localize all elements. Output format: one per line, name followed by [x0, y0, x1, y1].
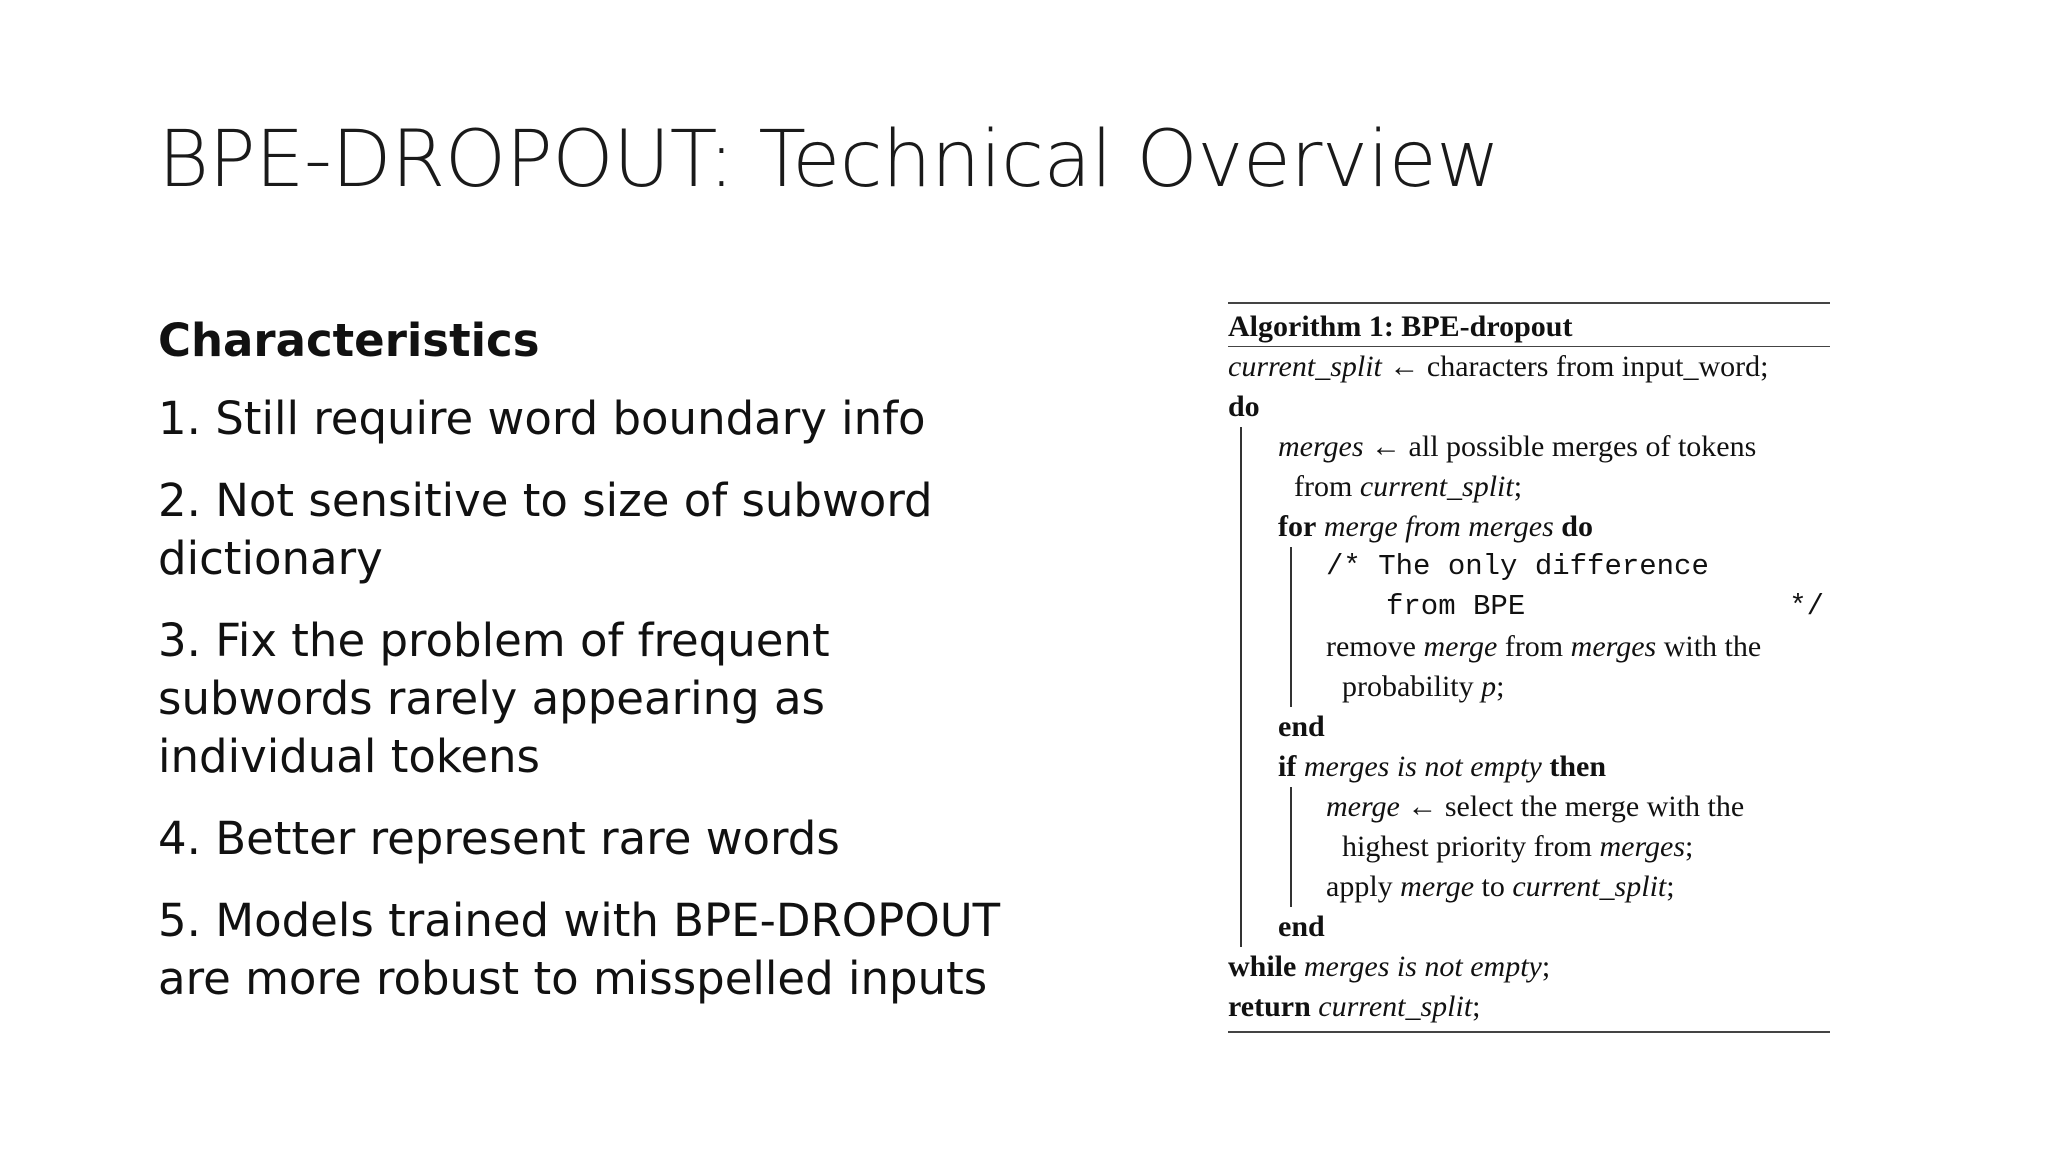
- algo-text: ;: [1496, 670, 1505, 703]
- algo-for-keyword: for: [1278, 510, 1317, 543]
- algo-then-keyword: then: [1549, 750, 1607, 783]
- algo-for-block: [1290, 547, 1830, 707]
- characteristic-item-2: 2. Not sensitive to size of subword dictionary: [158, 474, 933, 585]
- algo-text: ;: [1472, 990, 1481, 1023]
- algo-select-rest: select the merge with the: [1444, 790, 1745, 823]
- characteristic-item-4: 4. Better represent rare words: [158, 812, 840, 865]
- algo-text: to: [1474, 870, 1513, 903]
- algo-comment-line-1: /* The only difference: [1326, 550, 1709, 583]
- algo-if-cond: merges is not empty: [1303, 750, 1542, 783]
- characteristic-item-3: 3. Fix the problem of frequent subwords rarely appearing as individual tokens: [158, 614, 830, 783]
- algo-var-current-split: current_split: [1359, 470, 1514, 503]
- algo-var-merge: merge: [1326, 790, 1400, 823]
- algo-comment-end: */: [1789, 590, 1824, 623]
- algorithm-bottom-rule: [1228, 1031, 1830, 1033]
- algo-while-keyword: while: [1228, 950, 1297, 983]
- algo-comment-text: from BPE: [1386, 590, 1526, 623]
- algo-var-merge: merge: [1423, 630, 1498, 663]
- algo-line-merges: [1278, 427, 1830, 467]
- algo-var-current-split: current_split: [1318, 990, 1473, 1023]
- algo-for-cond: merge from merges: [1323, 510, 1554, 543]
- algo-line-while: [1228, 947, 1830, 987]
- algo-var-merge: merge: [1400, 870, 1475, 903]
- algo-comment-line-2: [1326, 587, 1830, 627]
- algo-line-probability: [1326, 667, 1830, 707]
- algo-var-current-split: current_split: [1228, 350, 1382, 383]
- algo-var-current-split: current_split: [1512, 870, 1667, 903]
- algo-var-merges: merges: [1278, 430, 1364, 463]
- algo-return-keyword: return: [1228, 990, 1311, 1023]
- algo-text: with the: [1656, 630, 1762, 663]
- algo-init-rest: characters from input_word;: [1426, 350, 1769, 383]
- algo-arrow: ←: [1389, 350, 1420, 383]
- algo-text: ;: [1541, 950, 1551, 983]
- algo-end-if: end: [1278, 910, 1325, 943]
- algo-text: ;: [1685, 830, 1694, 863]
- algo-text: from: [1497, 630, 1571, 663]
- algo-line-for: [1278, 507, 1830, 547]
- algo-arrow: ←: [1371, 430, 1402, 463]
- characteristic-item-1: 1. Still require word boundary info: [158, 392, 926, 445]
- algo-text: remove: [1326, 630, 1424, 663]
- algo-var-merges: merges: [1599, 830, 1686, 863]
- characteristic-item-5: 5. Models trained with BPE-DROPOUT are more robust to misspelled inputs: [158, 894, 1001, 1005]
- algo-if-keyword: if: [1278, 750, 1297, 783]
- algo-text: highest priority from: [1342, 830, 1600, 863]
- algo-var-merges: merges: [1570, 630, 1657, 663]
- algo-do-block: [1240, 427, 1830, 947]
- algo-do-keyword: do: [1228, 390, 1260, 423]
- algo-merges-rest: all possible merges of tokens: [1408, 430, 1757, 463]
- algorithm-box: [1228, 302, 1830, 1033]
- algo-line-select: [1326, 787, 1830, 827]
- algo-line-select-cont: [1326, 827, 1830, 867]
- algo-text: from: [1294, 470, 1360, 503]
- algo-if-block: [1290, 787, 1830, 907]
- characteristics-panel: [158, 312, 1088, 1032]
- algo-text: probability: [1342, 670, 1482, 703]
- algo-while-cond: merges is not empty: [1303, 950, 1542, 983]
- algo-line-init: [1228, 347, 1830, 387]
- algo-var-p: p: [1481, 670, 1497, 703]
- algo-line-merges-cont: [1278, 467, 1830, 507]
- algo-line-return: [1228, 987, 1830, 1027]
- characteristics-heading: Characteristics: [158, 314, 540, 367]
- algo-text: apply: [1326, 870, 1401, 903]
- algo-line-if: [1278, 747, 1830, 787]
- algorithm-title: Algorithm 1: BPE-dropout: [1228, 310, 1573, 343]
- algo-line-apply: [1326, 867, 1830, 907]
- algo-end-for: end: [1278, 710, 1325, 743]
- algo-text: ;: [1666, 870, 1675, 903]
- slide-title: BPE-DROPOUT: Technical Overview: [158, 115, 1500, 205]
- algo-line-remove: [1326, 627, 1830, 667]
- algo-for-do-keyword: do: [1561, 510, 1593, 543]
- algo-text: ;: [1513, 470, 1523, 503]
- algo-arrow: ←: [1407, 790, 1438, 823]
